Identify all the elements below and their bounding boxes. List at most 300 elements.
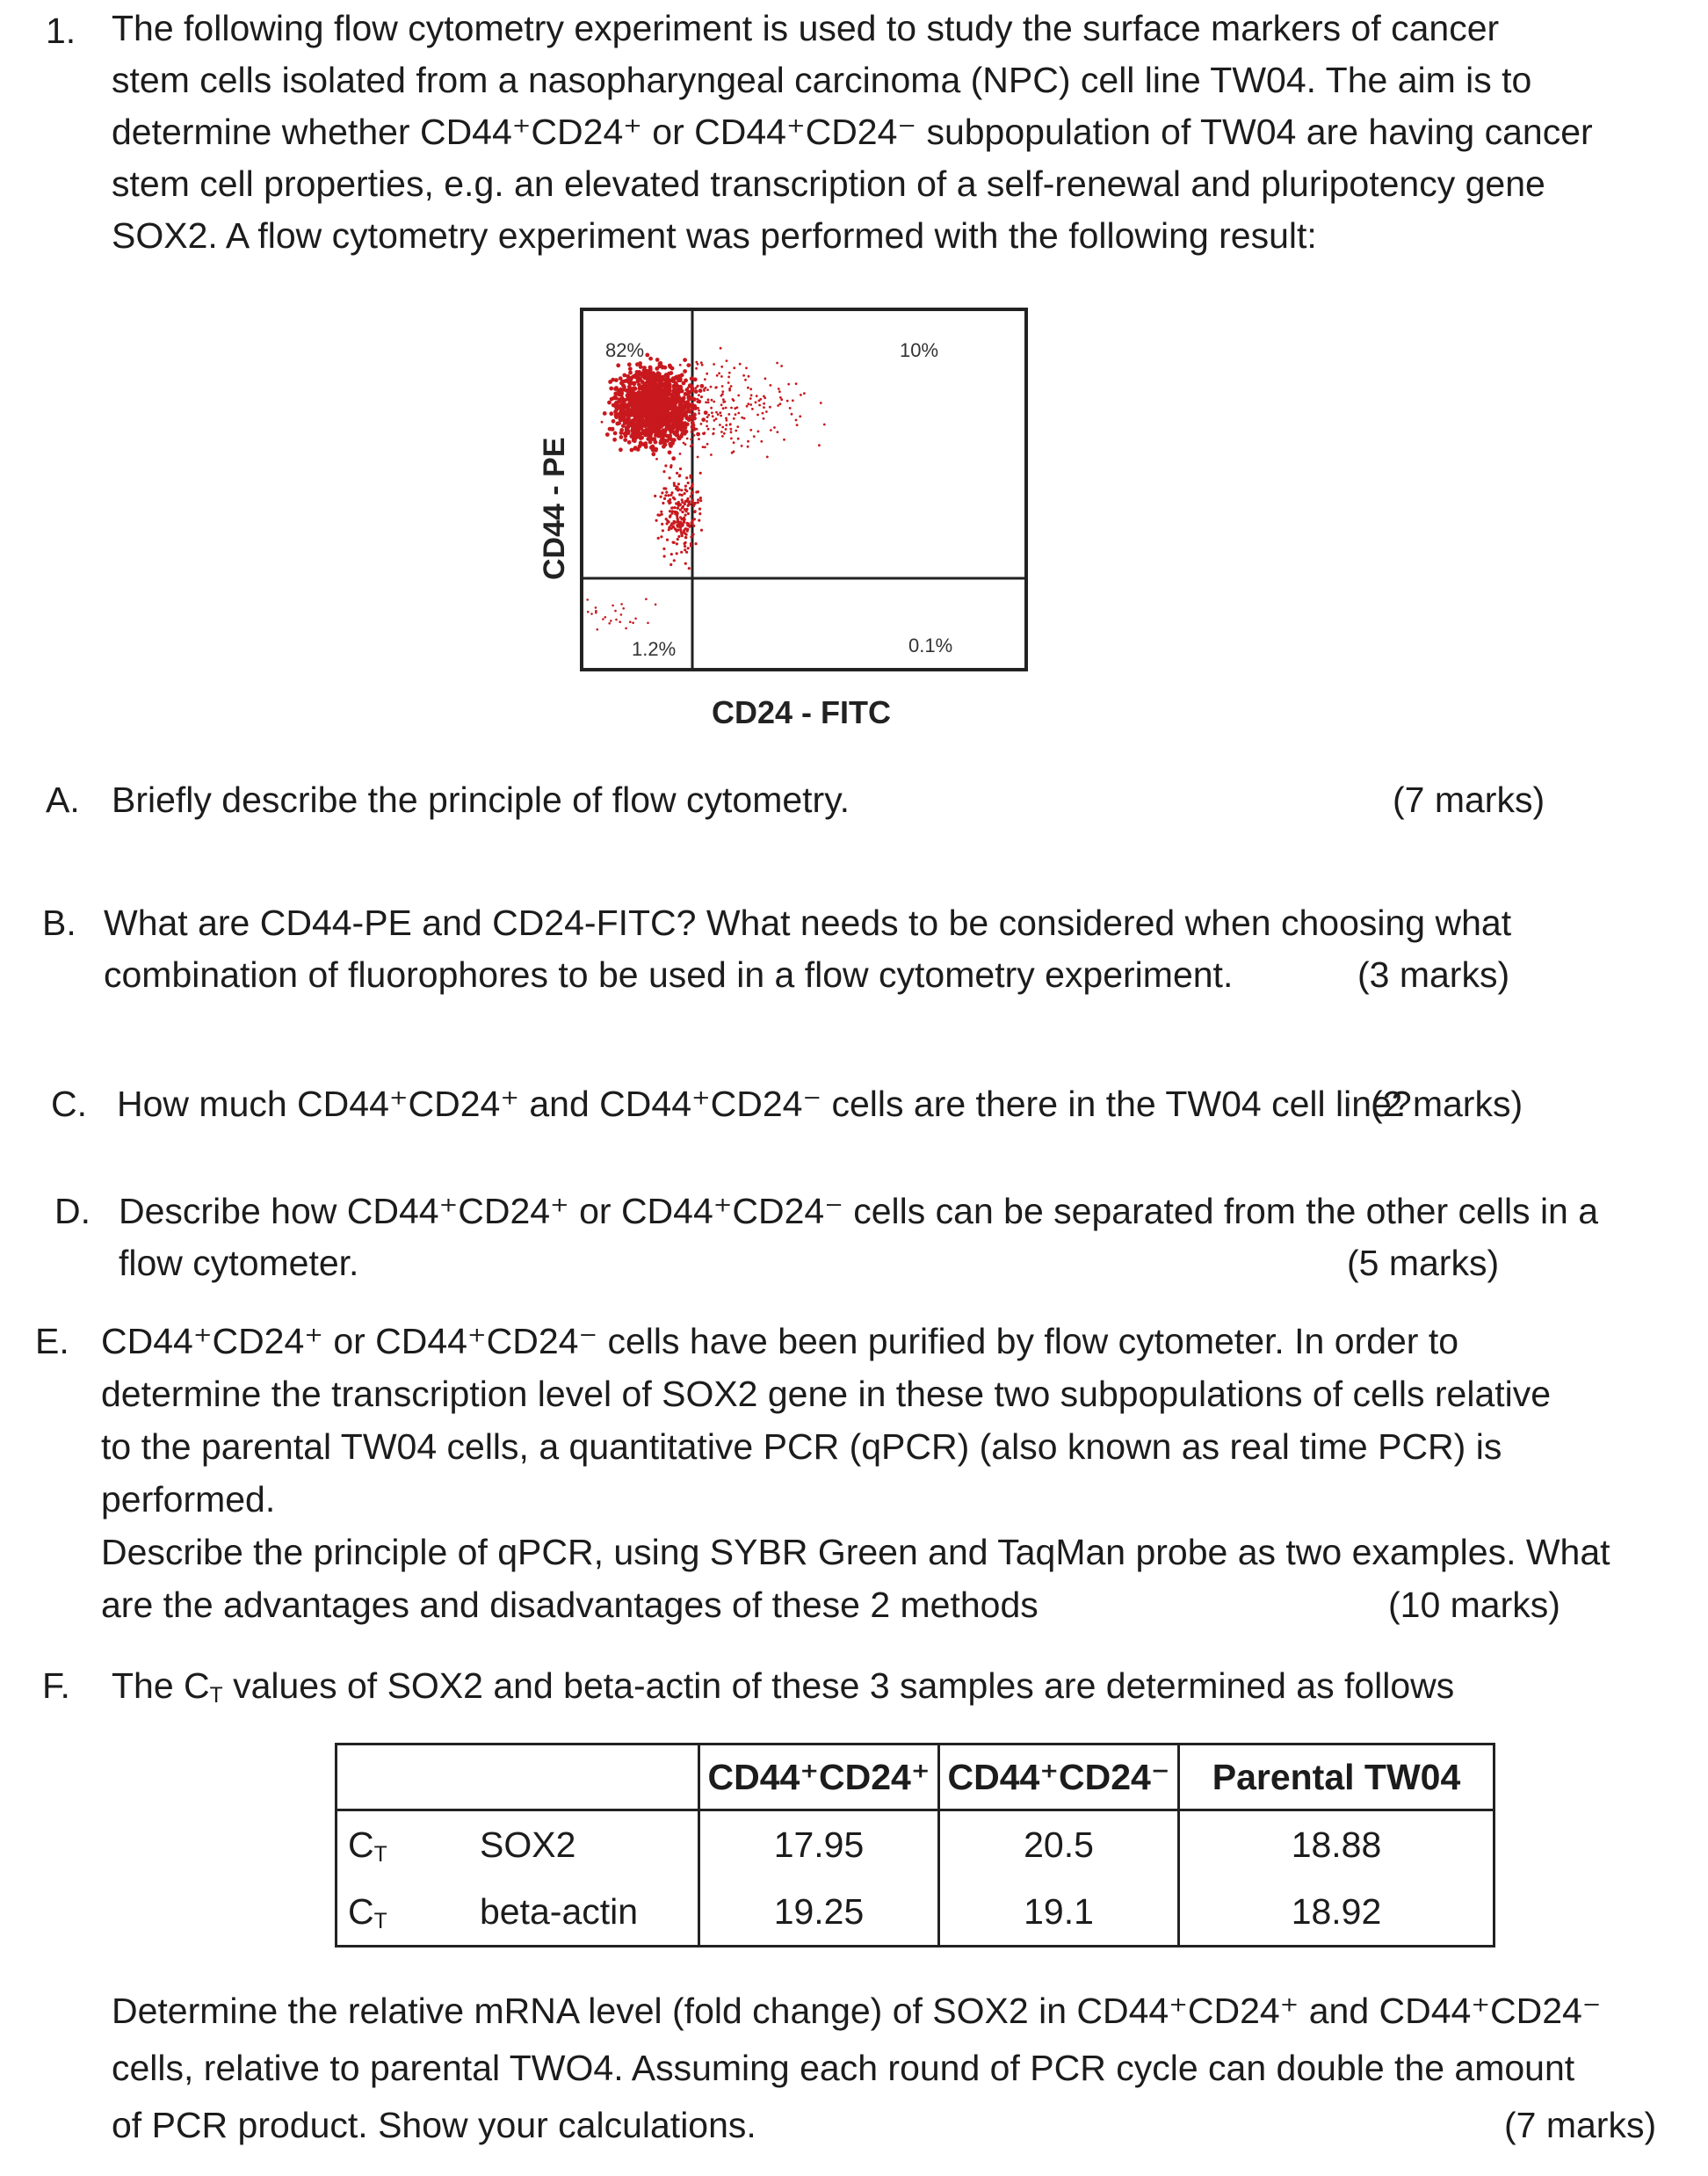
- event-dot: [707, 428, 710, 431]
- event-dot: [586, 598, 589, 601]
- event-dot: [638, 422, 642, 426]
- event-dot: [635, 402, 638, 404]
- part-letter: F.: [42, 1665, 70, 1706]
- event-dot: [723, 432, 726, 435]
- event-dot: [803, 392, 806, 395]
- event-dot: [672, 388, 677, 393]
- event-dot: [673, 407, 676, 410]
- event-dot: [670, 491, 673, 494]
- gene-name: beta-actin: [480, 1890, 639, 1932]
- event-dot: [678, 401, 683, 405]
- event-dot: [627, 401, 632, 405]
- event-dot: [665, 381, 668, 384]
- event-dot: [755, 401, 757, 403]
- event-dot: [609, 387, 613, 391]
- event-dot: [615, 408, 619, 412]
- part-text: CD44⁺CD24⁺ or CD44⁺CD24⁻ cells have been purified by flow cytometer. In order to: [101, 1321, 1459, 1361]
- event-dot: [667, 494, 669, 497]
- event-dot: [692, 388, 695, 391]
- event-dot: [651, 452, 655, 456]
- event-dot: [710, 453, 713, 456]
- event-dot: [645, 353, 649, 358]
- event-dot: [719, 411, 721, 414]
- event-dot: [677, 374, 682, 379]
- event-dot: [657, 385, 660, 388]
- event-dot: [648, 440, 653, 445]
- part-text: What are CD44-PE and CD24-FITC? What needs to be considered when choosing what: [104, 903, 1512, 943]
- event-dot: [693, 511, 696, 513]
- event-dot: [678, 474, 681, 476]
- event-dot: [737, 395, 740, 397]
- event-dot: [764, 377, 767, 380]
- event-dot: [698, 388, 703, 393]
- event-dot: [742, 374, 745, 377]
- y-axis-label: CD44 - PE: [538, 437, 571, 580]
- event-dot: [678, 493, 681, 496]
- event-dot: [749, 403, 752, 406]
- event-dot: [670, 417, 673, 419]
- event-dot: [690, 495, 692, 497]
- event-dot: [689, 417, 691, 419]
- event-dot: [612, 605, 614, 607]
- part-text: [112, 1665, 1455, 1708]
- event-dot: [756, 395, 758, 397]
- event-dot: [677, 482, 680, 485]
- event-dot: [736, 425, 739, 428]
- event-dot: [677, 528, 680, 531]
- event-dot: [691, 424, 696, 428]
- event-dot: [758, 400, 761, 403]
- event-dot: [629, 620, 632, 623]
- part-marks: (7 marks): [1504, 2105, 1657, 2145]
- part-text: cells, relative to parental TWO4. Assuming each round of PCR cycle can double the amount: [112, 2048, 1575, 2088]
- event-dot: [721, 390, 724, 393]
- table-header-empty: [337, 1744, 699, 1810]
- event-dot: [683, 519, 685, 522]
- event-dot: [733, 441, 735, 444]
- event-dot: [673, 484, 676, 487]
- event-dot: [636, 416, 640, 420]
- part-text: flow cytometer.: [119, 1243, 359, 1283]
- event-dot: [702, 432, 705, 435]
- event-dot: [669, 427, 672, 430]
- event-dot: [639, 378, 641, 381]
- event-dot: [684, 443, 687, 446]
- event-dot: [669, 501, 671, 504]
- event-dot: [747, 387, 749, 389]
- intro-line: determine whether CD44⁺CD24⁺ or CD44⁺CD24⁻ subpopulation of TW04 are having cancer: [112, 112, 1593, 152]
- event-dot: [779, 403, 782, 405]
- event-dots: [586, 347, 825, 631]
- event-dot: [663, 555, 666, 557]
- event-dot: [705, 401, 707, 403]
- event-dot: [706, 425, 708, 428]
- event-dot: [684, 542, 686, 545]
- event-dot: [712, 415, 714, 417]
- event-dot: [662, 406, 667, 410]
- event-dot: [614, 396, 619, 401]
- event-dot: [720, 375, 723, 378]
- event-dot: [631, 418, 635, 423]
- event-dot: [706, 416, 709, 418]
- event-dot: [624, 421, 628, 425]
- event-dot: [608, 622, 611, 625]
- event-dot: [687, 482, 690, 484]
- event-dot: [623, 438, 627, 442]
- event-dot: [730, 407, 733, 410]
- event-dot: [713, 363, 715, 366]
- table-header: Parental TW04: [1179, 1744, 1494, 1810]
- event-dot: [656, 412, 659, 415]
- event-dot: [710, 386, 713, 388]
- event-dot: [727, 413, 730, 416]
- table-header-row: [337, 1744, 1494, 1810]
- part-text: determine the transcription level of SOX2 gene in these two subpopulations of cells relative: [101, 1374, 1552, 1414]
- event-dot: [686, 363, 691, 367]
- event-dot: [701, 364, 704, 366]
- event-dot: [602, 618, 604, 620]
- event-dot: [667, 424, 669, 426]
- event-dot: [640, 380, 645, 384]
- event-dot: [747, 440, 749, 443]
- event-dot: [634, 405, 639, 410]
- quadrant-label-lower-left: 1.2%: [632, 638, 677, 660]
- part-text: to the parental TW04 cells, a quantitative PCR (qPCR) (also known as real time PCR) is: [101, 1426, 1502, 1467]
- event-dot: [647, 622, 649, 625]
- event-dot: [643, 422, 648, 426]
- part-f-text-sub: T: [209, 1683, 223, 1708]
- part-f-text-post: values of SOX2 and beta-actin of these 3 samples are determined as follows: [222, 1665, 1455, 1706]
- event-dot: [721, 385, 724, 388]
- event-dot: [670, 512, 673, 515]
- event-dot: [679, 397, 684, 402]
- event-dot: [683, 358, 687, 362]
- event-dot: [683, 529, 685, 532]
- event-dot: [763, 403, 765, 405]
- event-dot: [647, 395, 649, 398]
- event-dot: [698, 412, 700, 415]
- event-dot: [682, 381, 686, 386]
- part-text: How much CD44⁺CD24⁺ and CD44⁺CD24⁻ cells are there in the TW04 cell line?: [117, 1084, 1412, 1124]
- event-dot: [662, 548, 665, 550]
- event-dot: [765, 410, 768, 413]
- event-dot: [622, 374, 626, 378]
- event-dot: [652, 381, 655, 384]
- event-dot: [635, 374, 640, 378]
- event-dot: [660, 511, 662, 513]
- event-dot: [610, 397, 614, 402]
- event-dot: [695, 542, 698, 545]
- event-dot: [728, 388, 731, 390]
- event-dot: [722, 398, 725, 401]
- event-dot: [695, 367, 698, 370]
- event-dot: [607, 401, 612, 405]
- event-dot: [644, 374, 648, 379]
- event-dot: [669, 476, 671, 479]
- event-dot: [763, 406, 765, 409]
- event-dot: [662, 487, 665, 490]
- event-dot: [669, 563, 672, 566]
- event-dot: [707, 401, 710, 403]
- intro-line: stem cell properties, e.g. an elevated transcription of a self-renewal and pluripotency gene: [112, 163, 1545, 204]
- event-dot: [695, 490, 698, 493]
- event-dot: [677, 535, 680, 538]
- event-dot: [638, 385, 642, 389]
- quadrant-label-lower-right: 0.1%: [908, 635, 953, 656]
- event-dot: [720, 415, 722, 417]
- event-dot: [684, 548, 686, 551]
- event-dot: [713, 401, 715, 403]
- event-dot: [648, 369, 650, 372]
- event-dot: [698, 519, 700, 522]
- ct-label: $C_T$: [348, 1824, 387, 1867]
- event-dot: [619, 435, 624, 439]
- event-dot: [700, 423, 703, 425]
- event-dot: [696, 432, 700, 437]
- flow-cytometry-plot: [580, 308, 1028, 671]
- event-dot: [727, 381, 730, 384]
- event-dot: [668, 415, 670, 417]
- event-dot: [750, 394, 753, 396]
- part-text: are the advantages and disadvantages of these 2 methods: [101, 1585, 1039, 1625]
- intro-line: The following flow cytometry experiment is used to study the surface markers of cancer: [112, 8, 1500, 48]
- event-dot: [659, 424, 663, 429]
- event-dot: [614, 378, 619, 382]
- event-dot: [627, 362, 632, 366]
- event-dot: [741, 417, 743, 419]
- event-dot: [735, 413, 737, 416]
- event-dot: [668, 385, 672, 389]
- event-dot: [741, 445, 743, 447]
- event-dot: [691, 522, 693, 525]
- part-marks: (2 marks): [1371, 1084, 1523, 1124]
- event-dot: [725, 424, 727, 426]
- event-dot: [730, 385, 733, 388]
- event-dot: [663, 443, 668, 447]
- event-dot: [673, 414, 677, 418]
- event-dot: [720, 347, 722, 350]
- event-dot: [676, 472, 678, 475]
- event-dot: [677, 435, 679, 438]
- event-dot: [587, 611, 590, 613]
- event-dot: [658, 416, 661, 418]
- event-dot: [721, 435, 724, 438]
- event-dot: [704, 446, 706, 448]
- event-dot: [662, 390, 665, 393]
- event-dot: [698, 394, 700, 396]
- event-dot: [677, 384, 679, 387]
- event-dot: [720, 403, 723, 406]
- event-dot: [622, 385, 626, 389]
- event-dot: [792, 399, 794, 402]
- event-dot: [715, 411, 718, 414]
- event-dot: [796, 424, 799, 426]
- event-dot: [691, 498, 694, 501]
- event-dot: [706, 443, 709, 446]
- part-text: Describe how CD44⁺CD24⁺ or CD44⁺CD24⁻ cells can be separated from the other cells in a: [119, 1191, 1599, 1231]
- event-dot: [725, 428, 727, 431]
- event-dot: [648, 419, 652, 424]
- event-dot: [694, 502, 697, 504]
- event-dot: [601, 421, 604, 424]
- event-dot: [676, 525, 678, 527]
- event-dot: [777, 404, 779, 407]
- event-dot: [632, 400, 634, 403]
- table-cell: 19.1: [939, 1878, 1179, 1947]
- event-dot: [786, 400, 789, 403]
- part-text: Describe the principle of qPCR, using SYBR Green and TaqMan probe as two examples. What: [101, 1532, 1610, 1572]
- question-number: 1.: [46, 11, 76, 51]
- event-dot: [718, 372, 720, 374]
- event-dot: [739, 363, 742, 366]
- event-dot: [733, 399, 735, 402]
- event-dot: [730, 438, 733, 440]
- event-dot: [614, 610, 617, 613]
- event-dot: [680, 489, 683, 491]
- event-dot: [716, 374, 719, 377]
- event-dot: [677, 379, 679, 381]
- event-dot: [655, 388, 657, 391]
- event-dot: [615, 619, 618, 621]
- event-dot: [694, 389, 698, 394]
- event-dot: [779, 396, 782, 399]
- event-dot: [618, 413, 622, 417]
- event-dot: [615, 413, 618, 416]
- event-dot: [737, 412, 740, 415]
- event-dot: [670, 367, 673, 370]
- event-dot: [609, 411, 613, 416]
- event-dot: [685, 476, 688, 479]
- event-dot: [684, 514, 687, 517]
- event-dot: [625, 627, 627, 630]
- ct-values-table: [335, 1743, 1495, 1948]
- event-dot: [674, 506, 677, 509]
- event-dot: [658, 514, 661, 517]
- event-dot: [749, 397, 752, 400]
- intro-line: stem cells isolated from a nasopharyngeal carcinoma (NPC) cell line TW04. The aim is to: [112, 60, 1532, 100]
- event-dot: [691, 519, 694, 522]
- event-dot: [665, 434, 669, 439]
- event-dot: [799, 415, 801, 417]
- part-text: combination of fluorophores to be used in a flow cytometry experiment.: [104, 954, 1234, 995]
- event-dot: [642, 388, 647, 392]
- event-dot: [677, 488, 680, 490]
- event-dot: [662, 470, 665, 473]
- event-dot: [683, 406, 687, 410]
- event-dot: [704, 378, 706, 381]
- part-text: Determine the relative mRNA level (fold change) of SOX2 in CD44⁺CD24⁺ and CD44⁺CD24⁻: [112, 1991, 1602, 2031]
- table-row: [337, 1810, 1494, 1879]
- event-dot: [820, 402, 822, 404]
- event-dot: [661, 491, 663, 494]
- event-dot: [617, 400, 621, 404]
- event-dot: [697, 456, 699, 459]
- event-dot: [655, 376, 660, 381]
- event-dot: [697, 407, 699, 410]
- event-dot: [697, 398, 699, 401]
- event-dot: [665, 439, 669, 443]
- event-dot: [673, 520, 676, 523]
- part-letter: A.: [46, 780, 80, 820]
- event-dot: [679, 453, 682, 455]
- event-dot: [703, 389, 706, 392]
- event-dot: [622, 607, 625, 610]
- event-dot: [668, 526, 670, 529]
- event-dot: [726, 419, 728, 422]
- event-dot: [666, 390, 669, 393]
- event-dot: [701, 417, 706, 422]
- event-dot: [632, 411, 636, 416]
- event-dot: [692, 504, 695, 507]
- event-dot: [657, 372, 662, 376]
- event-dot: [616, 363, 620, 367]
- event-dot: [640, 416, 645, 420]
- event-dot: [659, 389, 662, 392]
- event-dot: [691, 483, 694, 486]
- scatter-dots: [583, 311, 1024, 668]
- event-dot: [700, 361, 703, 364]
- event-dot: [688, 525, 691, 527]
- event-dot: [673, 376, 677, 381]
- event-dot: [780, 365, 783, 367]
- event-dot: [641, 403, 646, 408]
- event-dot: [777, 431, 779, 433]
- event-dot: [605, 432, 610, 437]
- event-dot: [789, 407, 792, 410]
- event-dot: [677, 538, 679, 540]
- event-dot: [669, 400, 673, 404]
- event-dot: [706, 420, 708, 423]
- event-dot: [696, 401, 698, 403]
- event-dot: [680, 525, 683, 527]
- event-dot: [691, 431, 693, 433]
- event-dot: [650, 445, 655, 449]
- event-dot: [650, 390, 653, 393]
- event-dot: [791, 413, 793, 416]
- event-dot: [674, 421, 678, 425]
- part-marks: (10 marks): [1388, 1585, 1560, 1625]
- part-text: of PCR product. Show your calculations.: [112, 2105, 756, 2145]
- event-dot: [676, 552, 678, 555]
- event-dot: [678, 504, 681, 506]
- part-marks: (3 marks): [1357, 954, 1510, 995]
- event-dot: [699, 472, 702, 475]
- event-dot: [614, 392, 619, 396]
- event-dot: [699, 499, 702, 502]
- event-dot: [698, 438, 700, 440]
- event-dot: [690, 439, 692, 441]
- event-dot: [751, 408, 754, 410]
- event-dot: [620, 603, 623, 606]
- event-dot: [698, 512, 701, 515]
- event-dot: [684, 503, 686, 505]
- event-dot: [627, 388, 630, 390]
- event-dot: [648, 415, 652, 419]
- event-dot: [651, 394, 654, 396]
- event-dot: [700, 529, 703, 532]
- table-cell: 18.92: [1179, 1878, 1494, 1947]
- event-dot: [624, 403, 628, 407]
- event-dot: [669, 510, 671, 512]
- table-cell: 20.5: [939, 1810, 1179, 1879]
- event-dot: [673, 559, 676, 562]
- event-dot: [691, 413, 694, 416]
- event-dot: [707, 398, 710, 401]
- gene-name: SOX2: [480, 1824, 576, 1865]
- event-dot: [720, 395, 723, 397]
- ct-label: $C_T$: [348, 1890, 387, 1933]
- event-dot: [773, 426, 776, 429]
